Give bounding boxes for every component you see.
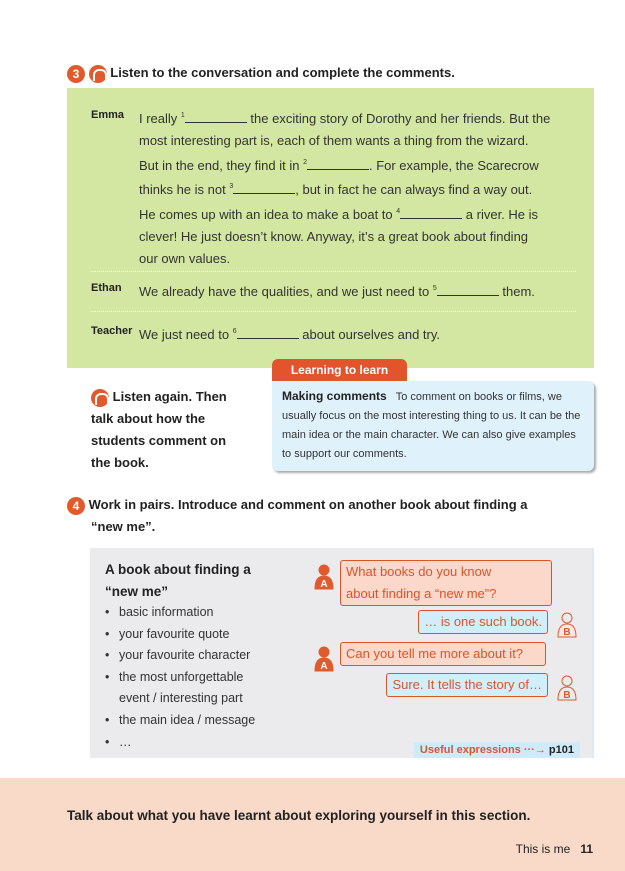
- tip-heading: Making comments: [282, 389, 387, 403]
- section-review-band: [0, 778, 625, 871]
- emma-line: He comes up with an idea to make a boat to $^4$ a river. He is: [139, 207, 539, 223]
- emma-line: our own values.: [139, 250, 231, 266]
- bullet-item: • the main idea / message: [105, 712, 256, 727]
- speaker-ethan: Ethan: [91, 282, 122, 294]
- headphones-icon: [91, 389, 109, 407]
- bullet-item: • the most unforgettable: [105, 669, 244, 684]
- speech-bubble-B: Sure. It tells the story of…: [386, 673, 548, 697]
- svg-text:B: B: [563, 627, 571, 638]
- exercise-number: 3: [67, 65, 85, 83]
- divider: [91, 271, 576, 272]
- student-A-avatar-icon: [313, 564, 335, 590]
- svg-text:A: A: [320, 661, 328, 672]
- teacher-text: We just need to $^6$ about ourselves and try.: [139, 327, 441, 342]
- ethan-text: We already have the qualities, and we just need to $^5$ them.: [139, 284, 535, 299]
- blank-5[interactable]: [437, 284, 499, 296]
- emma-line: thinks he is not $^3$ , but in fact he can always find a way out.: [139, 182, 533, 198]
- exercise-3-heading: [67, 62, 455, 84]
- exercise-number: 4: [67, 497, 85, 515]
- listen-again-instruction: Listen again. Then talk about how the students comment on the book.: [91, 389, 227, 470]
- blank-1[interactable]: [185, 111, 247, 123]
- blank-2[interactable]: [307, 158, 369, 170]
- emma-line: But in the end, they find it in $^2$ . For example, the Scarecrow: [139, 157, 539, 173]
- speech-bubble-B: … is one such book.: [418, 610, 548, 634]
- bullet-item: • your favourite character: [105, 648, 251, 663]
- svg-text:B: B: [563, 690, 571, 701]
- speaker-teacher: Teacher: [91, 325, 133, 337]
- emma-line: most interesting part is, each of them wants a thing from the wizard.: [139, 132, 529, 148]
- svg-text:A: A: [320, 579, 328, 590]
- box-title: A book about finding a “new me”: [105, 562, 251, 599]
- emma-text: [139, 105, 550, 270]
- tip-text: To comment on books or films, we usually focus on the most interesting thing to us. It can be the main idea or the main character. We can also give examples to support our comments.: [282, 391, 581, 460]
- divider: [91, 311, 576, 312]
- headphones-icon: [89, 65, 107, 83]
- student-B-avatar-icon: [556, 612, 578, 638]
- bullet-item: • …: [105, 734, 132, 749]
- pair-work-box: [90, 548, 594, 758]
- page-footer: This is me 11: [515, 842, 593, 856]
- emma-line: clever! He just doesn’t know. Anyway, it’s a great book about finding: [139, 228, 529, 244]
- blank-6[interactable]: [237, 327, 299, 339]
- useful-expressions-link[interactable]: Useful expressions ···→ p101: [414, 742, 580, 758]
- exercise-title: Listen to the conversation and complete the comments.: [110, 65, 455, 80]
- blank-4[interactable]: [400, 207, 462, 219]
- learning-tip-box: [272, 381, 594, 471]
- blank-3[interactable]: [233, 182, 295, 194]
- bullet-item: event / interesting part: [119, 691, 243, 706]
- learning-to-learn-tab: Learning to learn: [272, 359, 407, 381]
- student-A-avatar-icon: [313, 646, 335, 672]
- speech-bubble-A: What books do you know about finding a “new me”?: [340, 560, 552, 606]
- bullet-list: [105, 602, 255, 753]
- emma-line: I really $^1$ the exciting story of Dorothy and her friends. But the: [139, 111, 551, 126]
- speaker-emma: Emma: [91, 109, 125, 121]
- speech-bubble-A: Can you tell me more about it?: [340, 642, 546, 666]
- review-prompt: Talk about what you have learnt about exploring yourself in this section.: [67, 808, 531, 823]
- bullet-item: • your favourite quote: [105, 626, 230, 641]
- bullet-item: • basic information: [105, 605, 214, 619]
- student-B-avatar-icon: [556, 675, 578, 701]
- exercise-4-heading: 4 Work in pairs. Introduce and comment on another book about finding a “new me”.: [67, 494, 528, 538]
- conversation-box: [67, 88, 594, 368]
